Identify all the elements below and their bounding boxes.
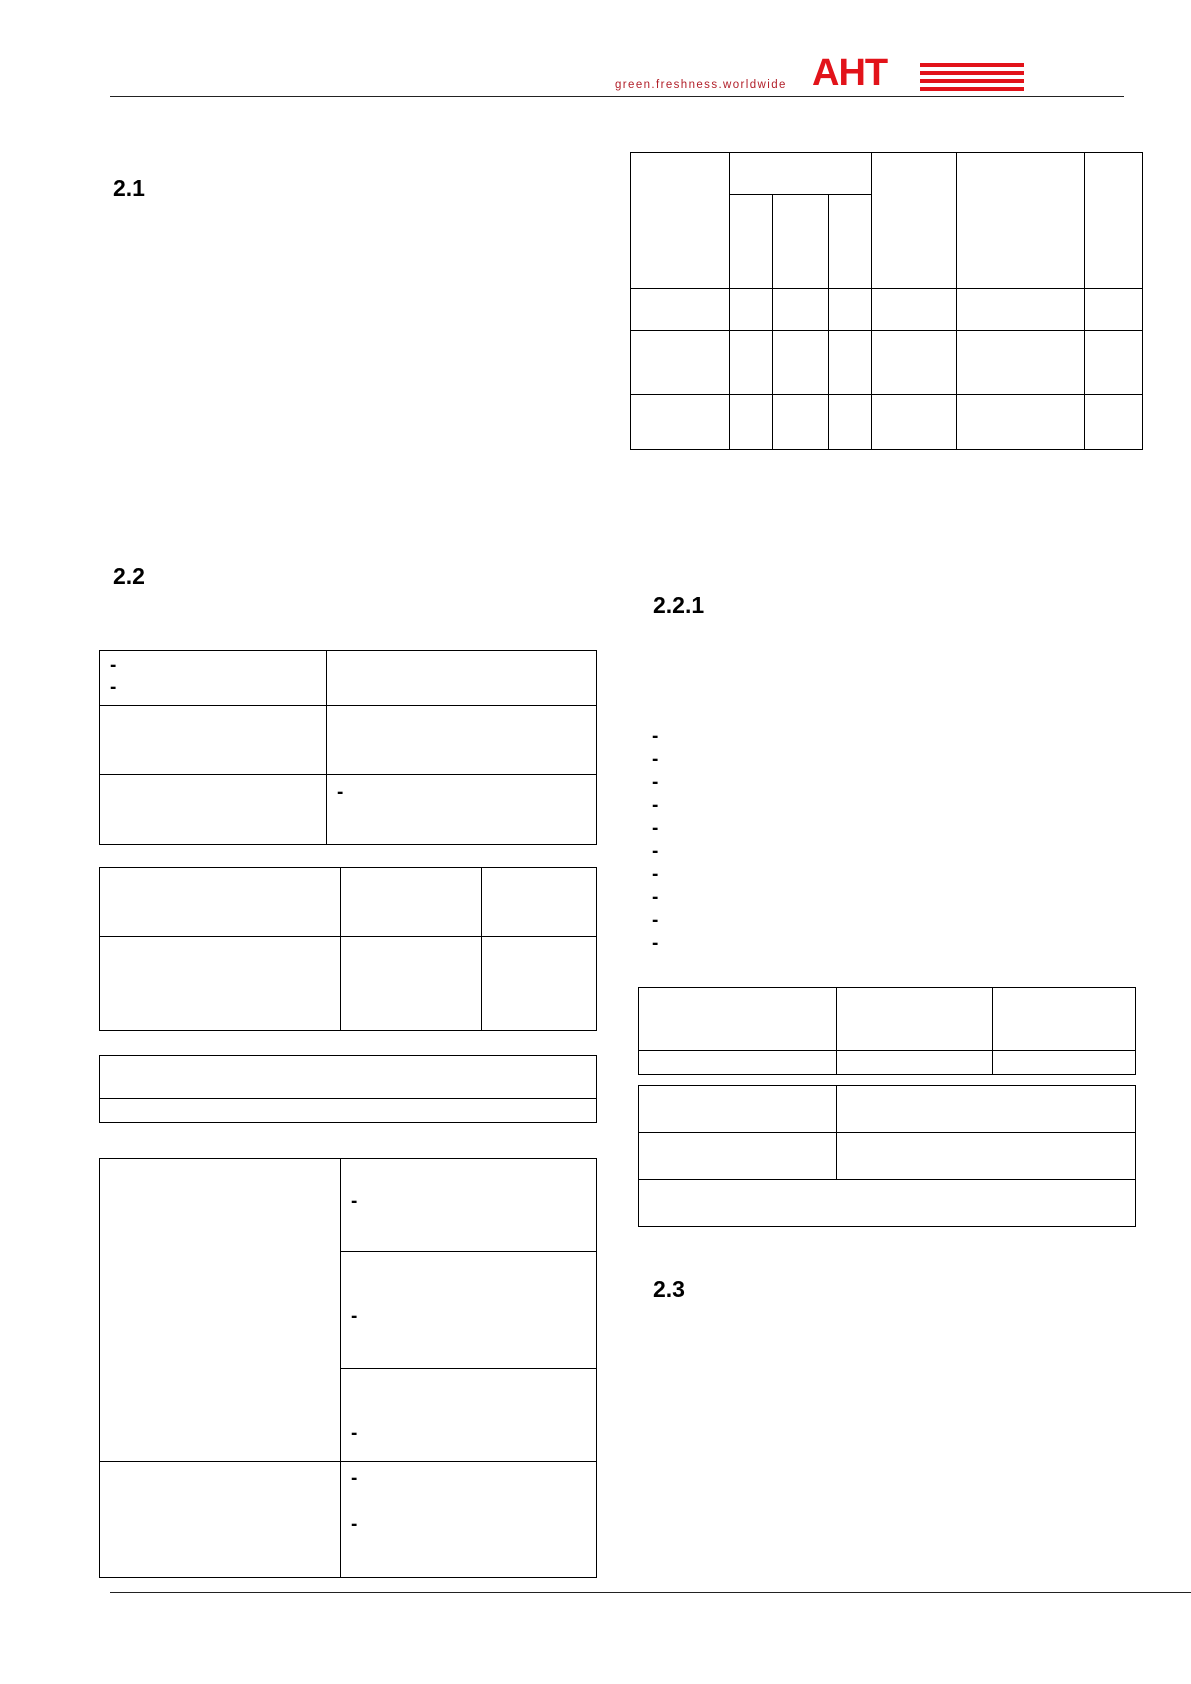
bullet-dash: -	[351, 1514, 358, 1535]
table-row	[100, 1462, 597, 1578]
table-cell	[773, 195, 829, 289]
table-cell	[327, 651, 597, 706]
table-cell	[100, 706, 327, 775]
logo-stripes-icon	[920, 63, 1024, 91]
table-row	[631, 395, 1143, 450]
list-item: -	[652, 887, 659, 908]
list-item: -	[652, 772, 659, 793]
table-cell	[837, 1051, 993, 1075]
table-cell	[829, 195, 872, 289]
table-cell	[639, 1086, 837, 1133]
list-item: -	[652, 749, 659, 770]
table-row	[639, 1051, 1136, 1075]
table-cell	[341, 868, 482, 937]
table-cell	[100, 1056, 597, 1099]
table-cell	[482, 868, 597, 937]
aht-logo: AHT	[812, 52, 888, 94]
footer-rule	[110, 1592, 1191, 1593]
table-row	[100, 937, 597, 1031]
table-cell	[327, 706, 597, 775]
section-heading-2-2-1: 2.2.1	[653, 592, 705, 618]
table-row	[100, 1099, 597, 1123]
list-item: -	[652, 841, 659, 862]
bullet-dash: -	[337, 782, 344, 803]
table-cell	[341, 1252, 597, 1369]
table-cell	[100, 651, 327, 706]
table-cell	[100, 1462, 341, 1578]
table-cell	[100, 1159, 341, 1462]
table-cell	[639, 1180, 1136, 1227]
table-cell	[100, 937, 341, 1031]
table-cell	[957, 153, 1085, 289]
table-cell	[631, 153, 730, 289]
spec-table-d	[99, 1158, 597, 1578]
table-cell	[341, 1369, 597, 1462]
table-cell	[100, 775, 327, 845]
spec-table-e	[638, 987, 1136, 1075]
bullet-dash: -	[110, 677, 117, 698]
table-row	[639, 988, 1136, 1051]
bullet-dash: -	[351, 1306, 358, 1327]
table-row	[100, 1056, 597, 1099]
list-item: -	[652, 864, 659, 885]
bullet-dash: -	[351, 1468, 358, 1489]
table-row	[100, 868, 597, 937]
table-cell	[837, 1086, 1136, 1133]
list-item: -	[652, 910, 659, 931]
table-row	[639, 1086, 1136, 1133]
section-heading-2-3: 2.3	[653, 1276, 685, 1302]
table-cell	[639, 1051, 837, 1075]
list-item: -	[652, 933, 659, 954]
spec-table-b	[99, 867, 597, 1031]
table-cell	[730, 153, 872, 195]
header-rule	[110, 96, 1124, 97]
section-heading-2-2: 2.2	[113, 563, 145, 589]
bullet-dash: -	[351, 1191, 358, 1212]
table-row	[639, 1180, 1136, 1227]
table-row	[631, 289, 1143, 331]
list-item: -	[652, 795, 659, 816]
table-cell	[730, 195, 773, 289]
table-cell	[837, 988, 993, 1051]
spec-table-a	[99, 650, 597, 845]
spec-table-c	[99, 1055, 597, 1123]
bullet-dash: -	[351, 1423, 358, 1444]
table-row	[100, 1159, 597, 1252]
table-cell	[1085, 153, 1143, 289]
table-cell	[482, 937, 597, 1031]
table-cell	[993, 988, 1136, 1051]
list-item: -	[652, 726, 659, 747]
table-row	[631, 331, 1143, 395]
section-heading-2-1: 2.1	[113, 175, 145, 201]
table-cell	[341, 937, 482, 1031]
table-cell	[639, 1133, 837, 1180]
table-cell	[100, 1099, 597, 1123]
table-cell	[341, 1462, 597, 1578]
table-row	[100, 775, 597, 845]
table-row	[100, 706, 597, 775]
table-cell	[837, 1133, 1136, 1180]
table-cell	[993, 1051, 1136, 1075]
table-cell	[639, 988, 837, 1051]
bullet-dash: -	[110, 655, 117, 676]
spec-table-top-right	[630, 152, 1143, 450]
table-cell	[100, 868, 341, 937]
table-cell	[872, 153, 957, 289]
table-row	[639, 1133, 1136, 1180]
spec-table-f	[638, 1085, 1136, 1227]
table-cell	[341, 1159, 597, 1252]
table-cell	[327, 775, 597, 845]
brand-tagline: green.freshness.worldwide	[615, 79, 787, 91]
table-row	[100, 651, 597, 706]
list-item: -	[652, 818, 659, 839]
